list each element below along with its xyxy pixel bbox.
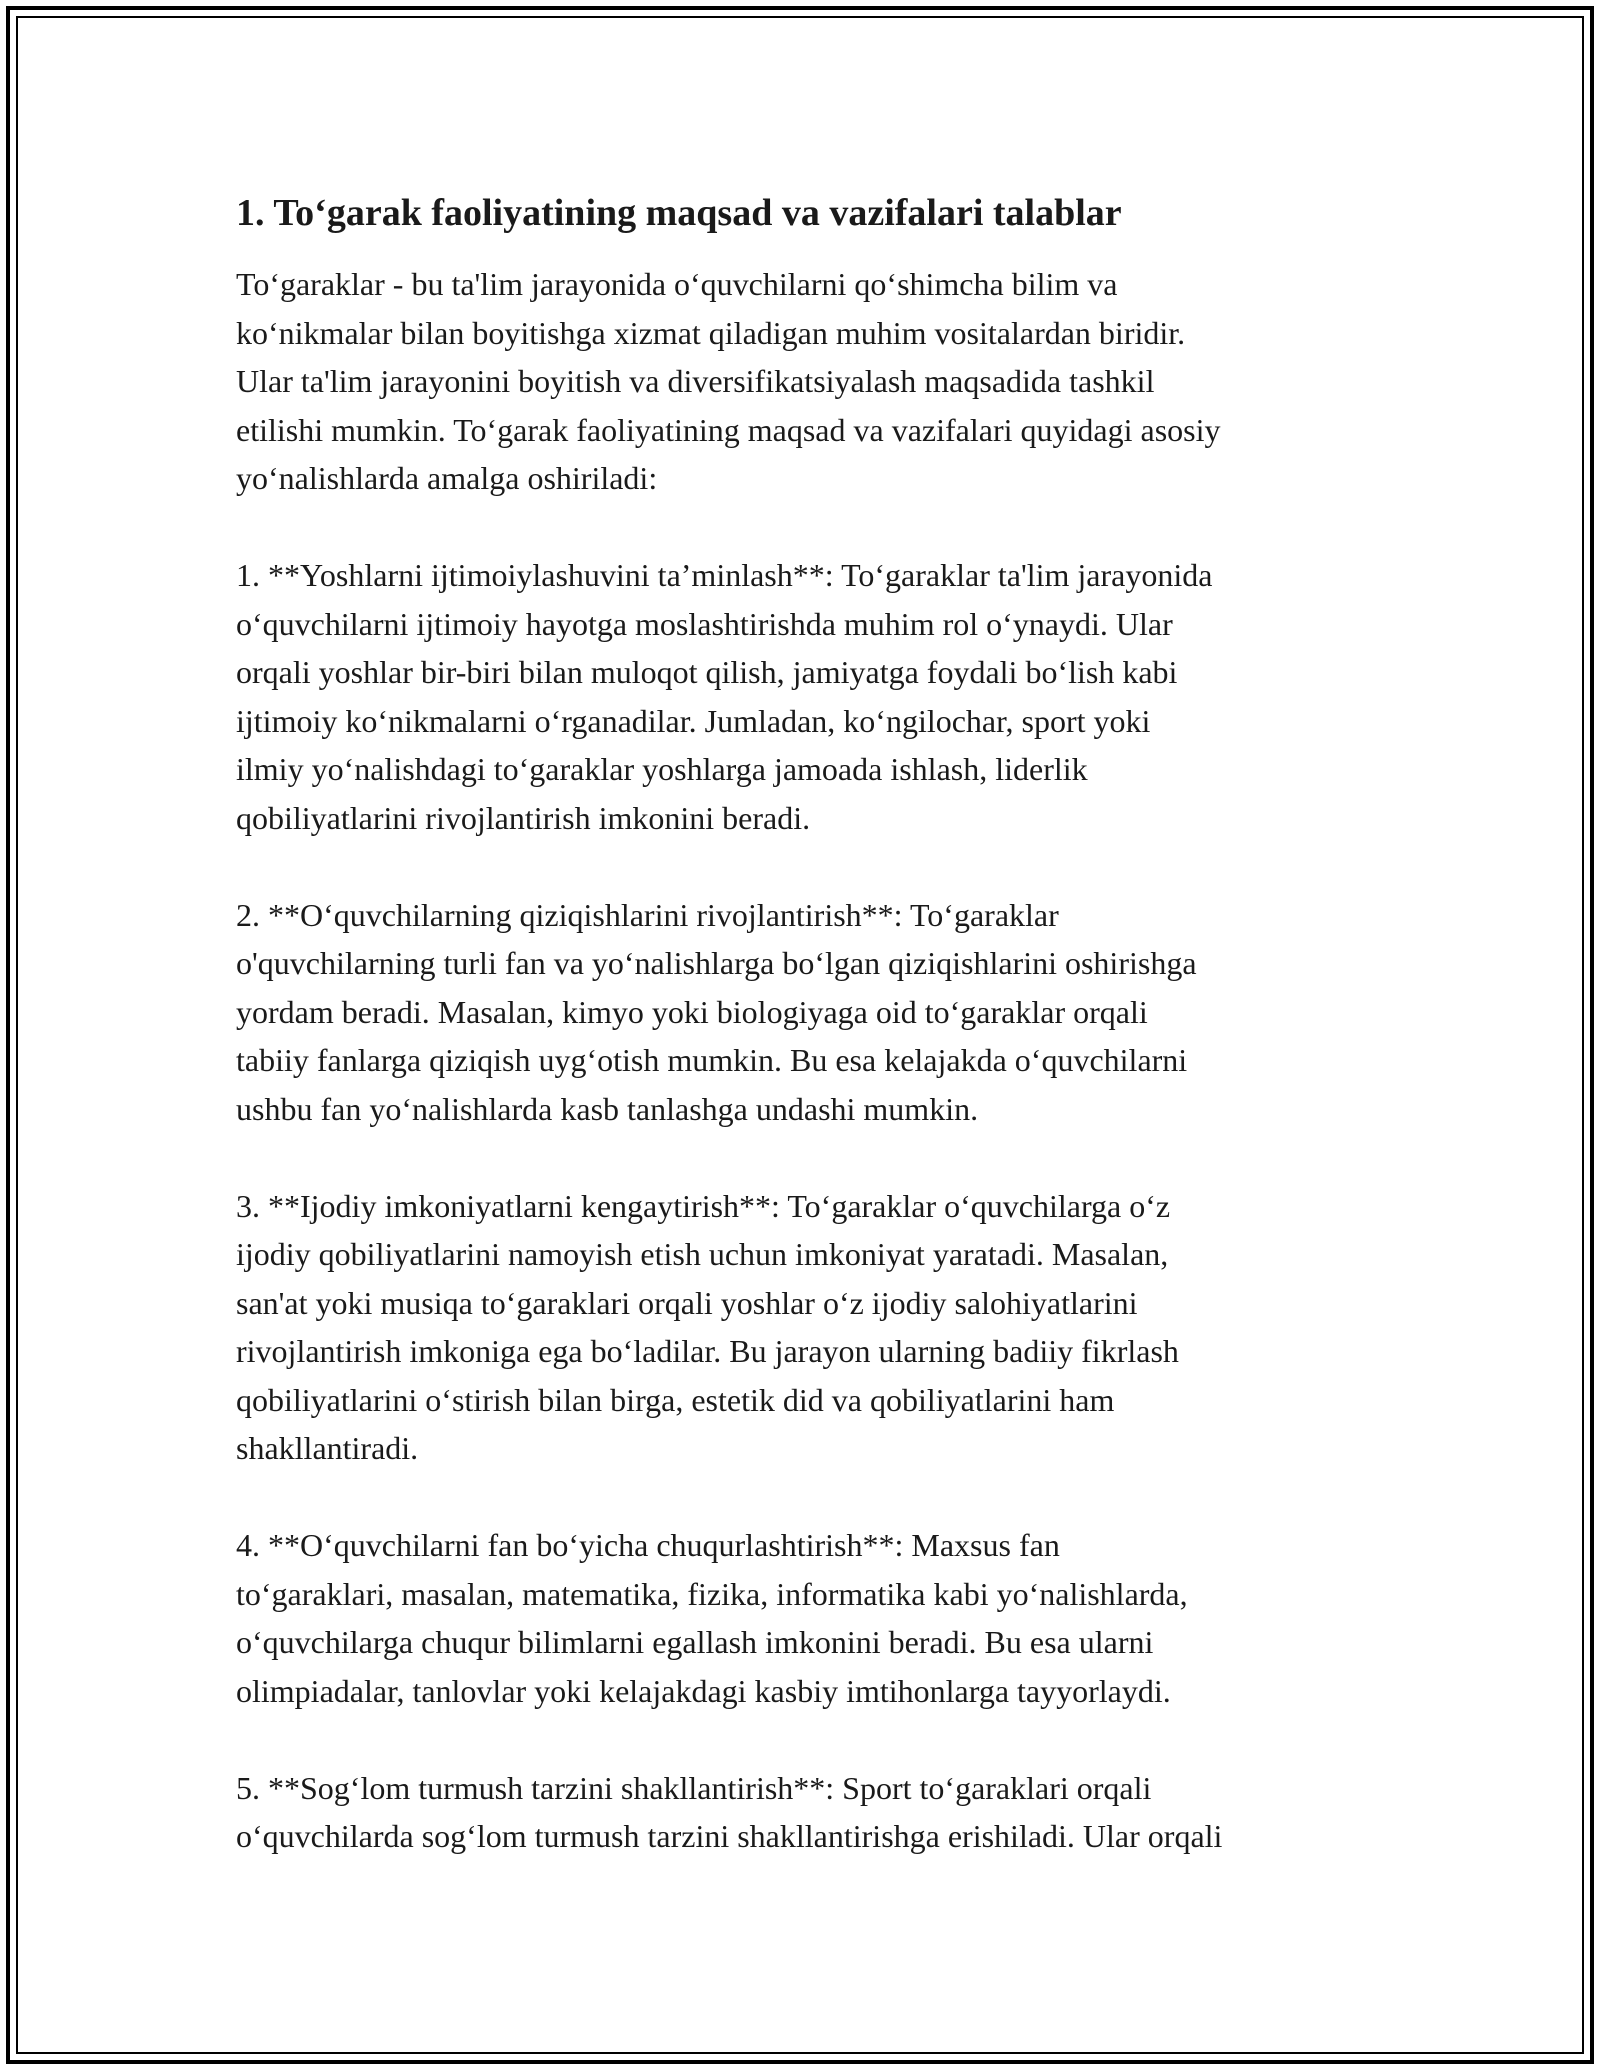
list-item-interests: 2. **O‘quvchilarning qiziqishlarini rivojlantirish**: To‘garaklar o'quvchilarning turli fan va yo‘nalishlarga bo‘lgan qiziqishlarini oshirishga yordam beradi. Masalan, kimyo yoki biologiyaga oid to‘garaklar orqali tabiiy fanlarga qiziqish uyg‘otish mumkin. Bu esa kelajakda o‘quvchilarni ushbu fan yo‘nalishlarda kasb tanlashga undashi mumkin. <box>236 896 1197 1127</box>
intro-paragraph: To‘garaklar - bu ta'lim jarayonida o‘quvchilarni qo‘shimcha bilim va ko‘nikmalar bilan boyitishga xizmat qiladigan muhim vositalardan biridir. Ular ta'lim jarayonini boyitish va diversifikatsiyalash maqsadida tashkil etilishi mumkin. To‘garak faoliyatining maqsad va vazifalari quyidagi asosiy yo‘nalishlarda amalga oshiriladi: <box>236 266 1221 496</box>
document-body <box>236 186 1396 1909</box>
list-item-creativity: 3. **Ijodiy imkoniyatlarni kengaytirish**: To‘garaklar o‘quvchilarga o‘z ijodiy qobiliyatlarini namoyish etish uchun imkoniyat yaratadi. Masalan, san'at yoki musiqa to‘garaklari orqali yoshlar o‘z ijodiy salohiyatlarini rivojlantirish imkoniga ega bo‘ladilar. Bu jarayon ularning badiiy fikrlash qobiliyatlarini o‘stirish bilan birga, estetik did va qobiliyatlarini ham shakllantiradi. <box>236 1187 1179 1466</box>
section-heading: 1. To‘garak faoliyatining maqsad va vazifalari talablar <box>236 192 1122 234</box>
list-item-socialization: 1. **Yoshlarni ijtimoiylashuvini ta’minlash**: To‘garaklar ta'lim jarayonida o‘quvchilarni ijtimoiy hayotga moslashtirishda muhim rol o‘ynaydi. Ular orqali yoshlar bir-biri bilan muloqot qilish, jamiyatga foydali bo‘lish kabi ijtimoiy ko‘nikmalarni o‘rganadilar. Jumladan, ko‘ngilochar, sport yoki ilmiy yo‘nalishdagi to‘garaklar yoshlarga jamoada ishlash, liderlik qobiliyatlarini rivojlantirish imkonini beradi. <box>236 557 1213 836</box>
list-item-deepening: 4. **O‘quvchilarni fan bo‘yicha chuqurlashtirish**: Maxsus fan to‘garaklari, masalan, matematika, fizika, informatika kabi yo‘nalishlarda, o‘quvchilarga chuqur bilimlarni egallash imkonini beradi. Bu esa ularni olimpiadalar, tanlovlar yoki kelajakdagi kasbiy imtihonlarga tayyorlaydi. <box>236 1527 1188 1709</box>
list-item-healthy-lifestyle: 5. **Sog‘lom turmush tarzini shakllantirish**: Sport to‘garaklari orqali o‘quvchilarda sog‘lom turmush tarzini shakllantirishga erishiladi. Ular orqali <box>236 1769 1223 1854</box>
